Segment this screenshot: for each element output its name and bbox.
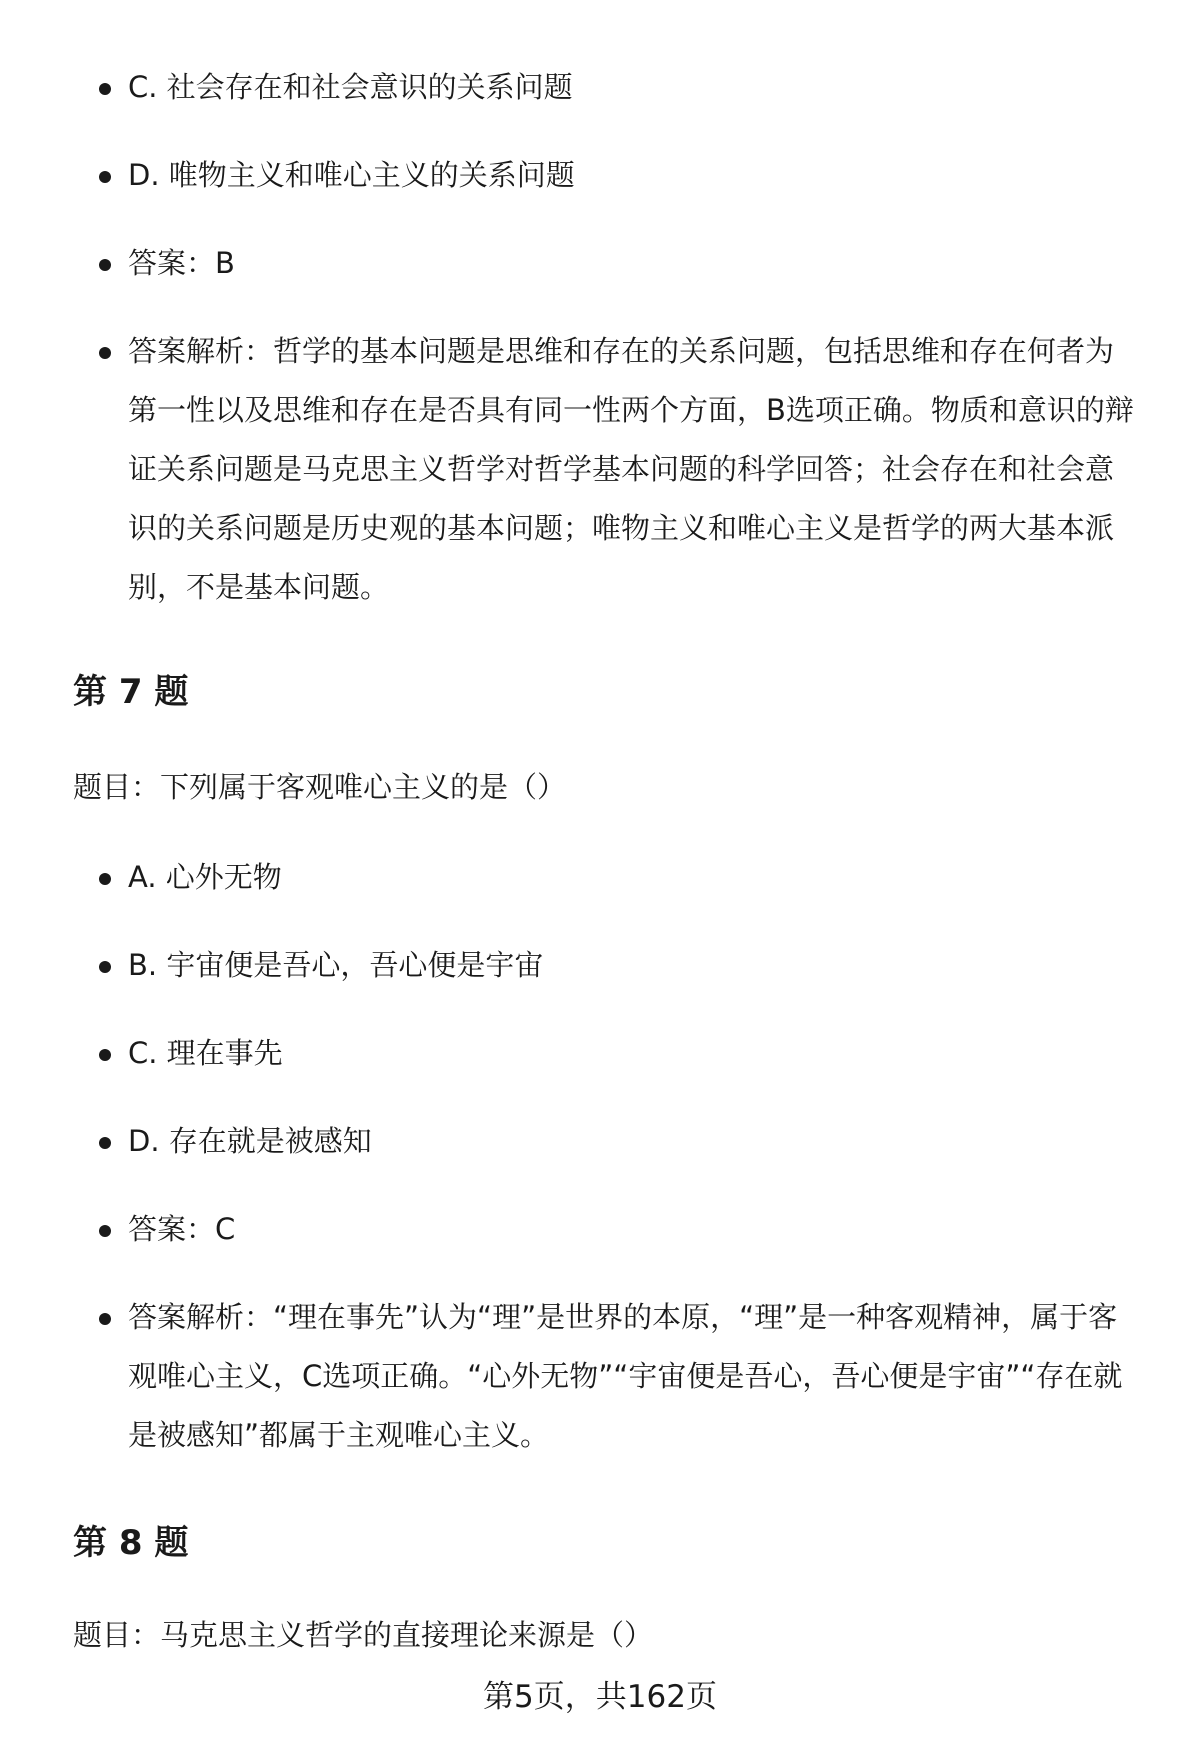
option-d: D. 存在就是被感知 <box>0 1112 1200 1171</box>
question-7-heading: 第 7 题 <box>73 672 189 712</box>
question-8-heading: 第 8 题 <box>73 1523 189 1563</box>
option-b: B. 宇宙便是吾心，吾心便是宇宙 <box>0 936 1200 995</box>
option-c: C. 理在事先 <box>0 1024 1200 1083</box>
question-6-option-list <box>0 58 1200 617</box>
answer-explanation: 答案解析：哲学的基本问题是思维和存在的关系问题，包括思维和存在何者为第一性以及思维和存在是否具有同一性两个方面，B选项正确。物质和意识的辩证关系问题是马克思主义哲学对哲学基本问题的科学回答；社会存在和社会意识的关系问题是历史观的基本问题；唯物主义和唯心主义是哲学的两大基本派别，不是基本问题。 <box>0 322 1200 617</box>
question-7-option-list <box>0 848 1200 1465</box>
option-d: D. 唯物主义和唯心主义的关系问题 <box>0 146 1200 205</box>
question-7-prompt: 题目：下列属于客观唯心主义的是（） <box>73 770 567 804</box>
answer: 答案：B <box>0 234 1200 293</box>
question-8-prompt: 题目：马克思主义哲学的直接理论来源是（） <box>73 1618 654 1652</box>
answer-explanation: 答案解析：“理在事先”认为“理”是世界的本原，“理”是一种客观精神，属于客观唯心主义，C选项正确。“心外无物”“宇宙便是吾心，吾心便是宇宙”“存在就是被感知”都属于主观唯心主义。 <box>0 1288 1200 1465</box>
option-c: C. 社会存在和社会意识的关系问题 <box>0 58 1200 117</box>
option-a: A. 心外无物 <box>0 848 1200 907</box>
answer: 答案：C <box>0 1200 1200 1259</box>
page-number: 第5页，共162页 <box>483 1679 717 1715</box>
